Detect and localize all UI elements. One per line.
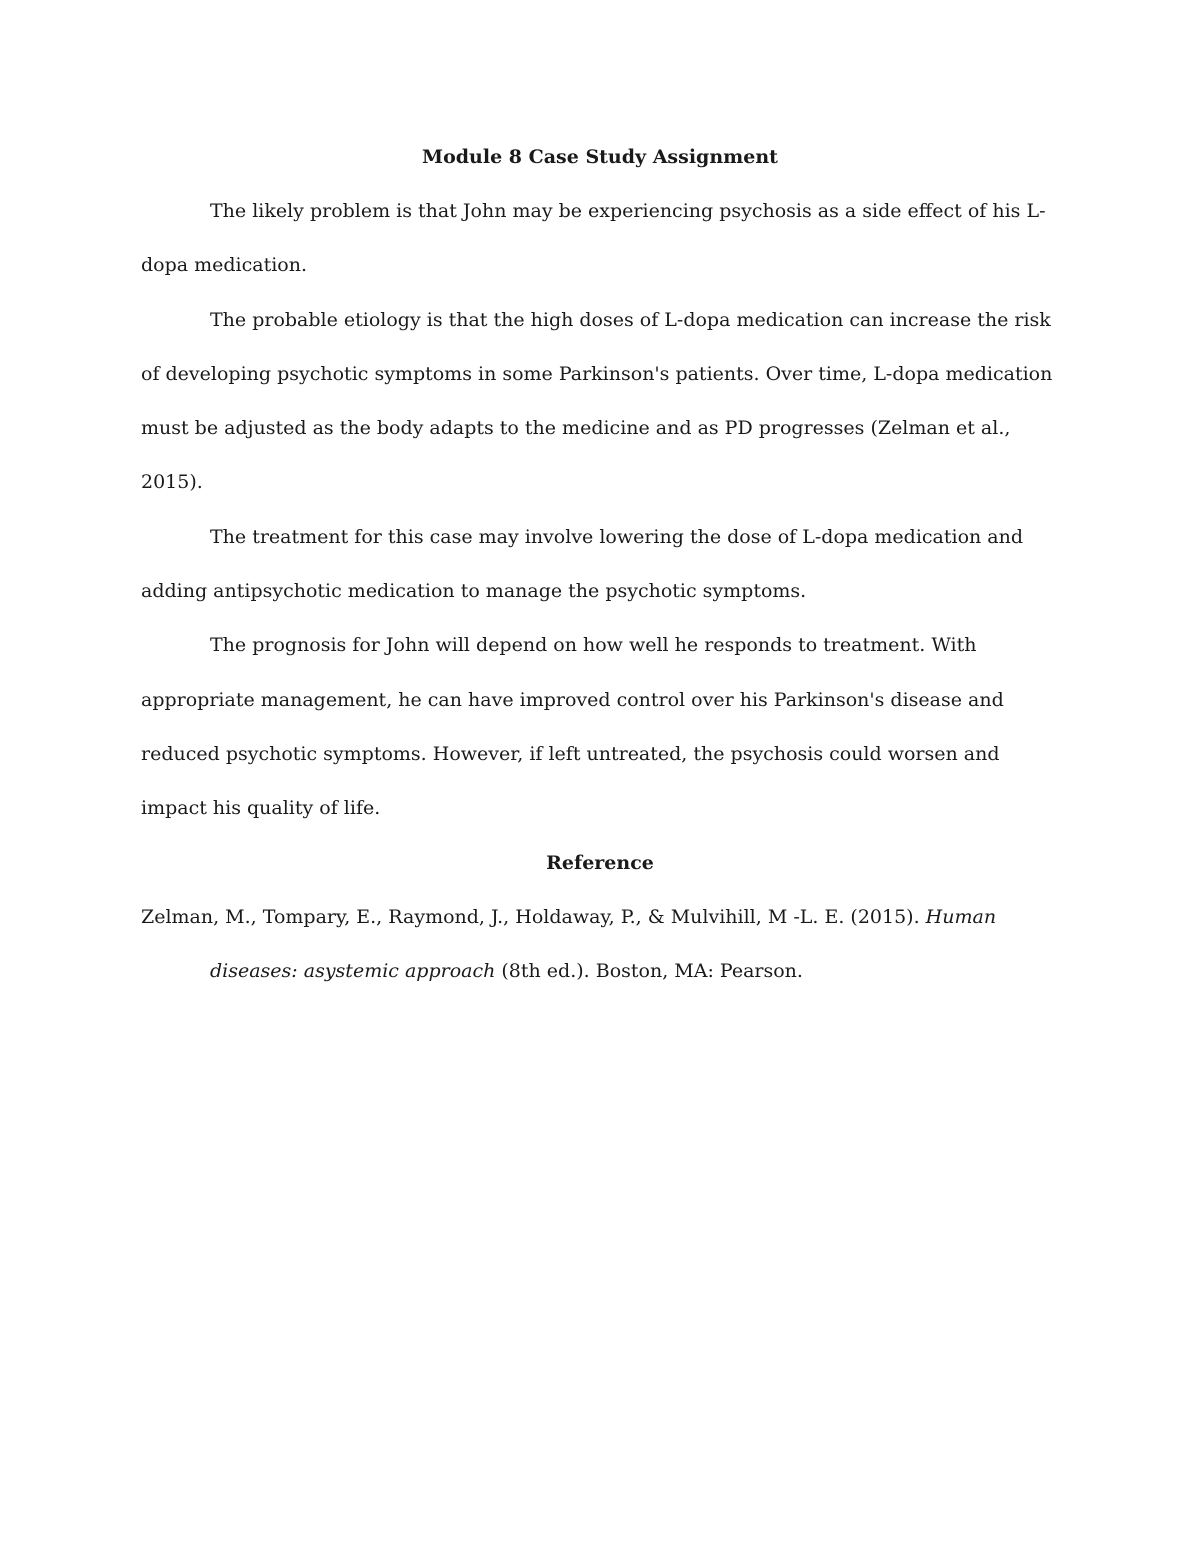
paragraph-treatment: The treatment for this case may involve lowering the dose of L-dopa medication and adding antipsychotic medication to manage the psychotic symptoms. bbox=[141, 525, 1024, 603]
reference-book-title: Human diseases: asystemic approach bbox=[210, 905, 997, 982]
document-title: Module 8 Case Study Assignment bbox=[422, 146, 778, 168]
reference-details: (8th ed.). Boston, MA: Pearson. bbox=[495, 959, 803, 982]
reference-entry bbox=[141, 890, 1059, 999]
reference-authors: Zelman, M., Tompary, E., Raymond, J., Holdaway, P., & Mulvihill, M -L. E. (2015). bbox=[141, 905, 926, 928]
paragraph-problem: The likely problem is that John may be experiencing psychosis as a side effect of his L-dopa medication. bbox=[141, 200, 1046, 277]
paragraph-etiology: The probable etiology is that the high doses of L-dopa medication can increase the risk of developing psychotic symptoms in some Parkinson's patients. Over time, L-dopa medication must be adjusted as the body adapts to the medicine and as PD progresses (Zelman et al., 2015). bbox=[141, 308, 1053, 494]
document-body bbox=[141, 130, 1059, 998]
paragraph-prognosis: The prognosis for John will depend on how well he responds to treatment. With appropriate management, he can have improved control over his Parkinson's disease and reduced psychotic symptoms. However, if left untreated, the psychosis could worsen and impact his quality of life. bbox=[141, 634, 1004, 820]
reference-heading: Reference bbox=[546, 851, 654, 874]
